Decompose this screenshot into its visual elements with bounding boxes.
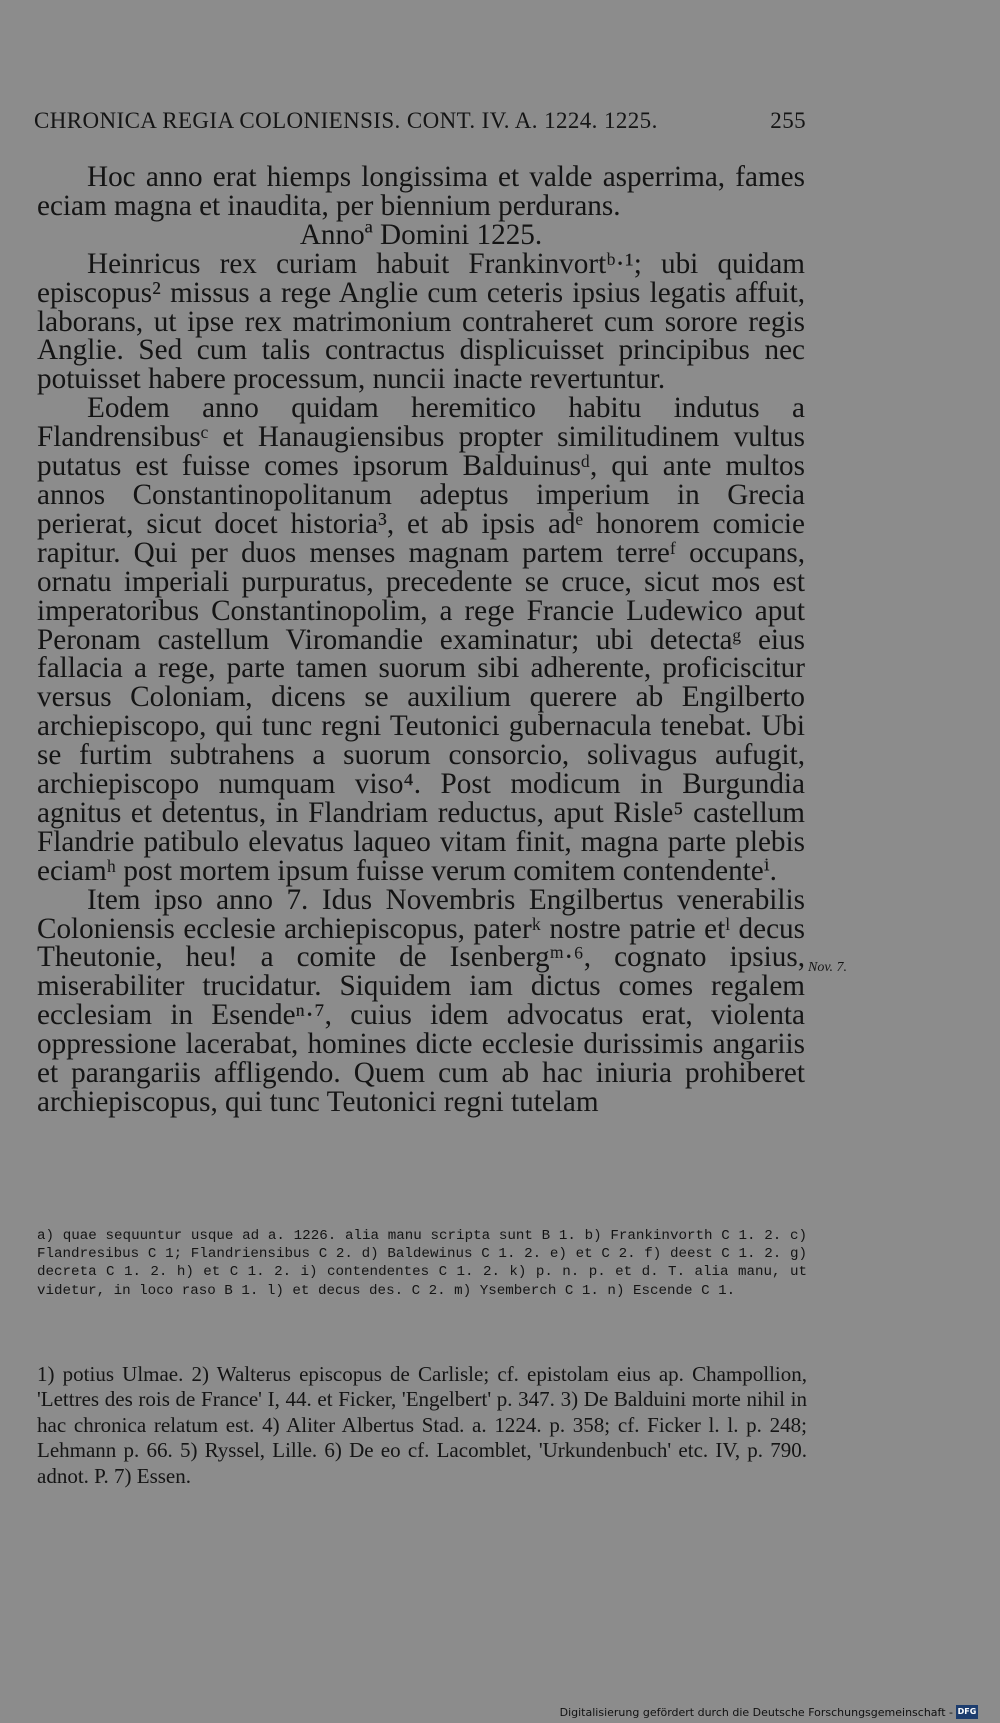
credit-text: Digitalisierung gefördert durch die Deutsche Forschungsgemeinschaft - [559,1705,953,1719]
footnotes-text: 1) potius Ulmae. 2) Walterus episcopus de Carlisle; cf. epistolam eius ap. Champollion, 'Lettres des rois de France' I, 44. et Ficker, 'Engelbert' p. 347. 3) De Balduini morte nihil in hac chronica relatum est. 4) Aliter Albertus Stad. a. 1224. p. 358; cf. Ficker l. l. p. 248; Lehmann p. 66. 5) Ryssel, Lille. 6) De eo cf. Lacomblet, 'Urkundenbuch' etc. IV, p. 790. adnot. P. 7) Essen. [37,1362,807,1488]
digitization-credit [560,1705,978,1719]
page-number: 255 [770,108,806,133]
paragraph: Heinricus rex curiam habuit Frankinvortᵇ·¹; ubi quidam episcopus² missus a rege Anglie cum ceteris ipsius legatis affuit, laborans, ut ipse rex matrimonium contraheret cum sorore regis Anglie. Sed cum talis contractus displicuisset principibus nec potuisset habere processum, nuncii inacte revertuntur. [37,247,805,396]
paragraph: Hoc anno erat hiemps longissima et valde asperrima, fames eciam magna et inaudita, per biennium perdurans. [37,161,805,222]
source-footnotes [37,1362,807,1489]
year-heading: Annoª Domini 1225. [299,218,543,251]
paragraph: Item ipso anno 7. Idus Novembris Engilbertus venerabilis Coloniensis ecclesie archiepiscopus, paterᵏ nostre patrie etˡ decus Theutonie, heu! a comite de Isenbergᵐ·⁶, cognato ipsius, miserabiliter trucidatur. Siquidem iam dictus comes regalem ecclesiam in Esendeⁿ·⁷, cuius idem advocatus erat, violenta oppressione lacerabat, homines dicte ecclesie durissimis angariis et parangariis affligendo. Quem cum ab hac iniuria prohiberet archiepiscopus, qui tunc Teutonici regni tutelam [37,883,805,1118]
margin-date-note: Nov. 7. [808,960,848,975]
paragraph: Eodem anno quidam heremitico habitu indutus a Flandrensibusᶜ et Hanaugiensibus propter similitudinem vultus putatus est fuisse comes ipsorum Balduinusᵈ, qui ante multos annos Constantinopolitanum adeptus imperium in Grecia perierat, sicut docet historia³, et ab ipsis adᵉ honorem comicie rapitur. Qui per duos menses magnam partem terreᶠ occupans, ornatu imperiali purpuratus, precedente se cruce, sicut mos est imperatoribus Constantinopolim, a rege Francie Ludewico aput Peronam castellum Viromandie examinatur; ubi detectaᵍ eius fallacia a rege, parte tamen suorum sibi adherente, proficiscitur versus Coloniam, dicens se auxilium querere ab Engilberto archiepiscopo, qui tunc regni Teutonici gubernacula tenebat. Ubi se furtim subtrahens a suorum consorcio, solivagus aufugit, archiepiscopo numquam viso⁴. Post modicum in Burgundia agnitus et detentus, in Flandriam reductus, aput Risle⁵ castellum Flandrie patibulo elevatus laqueo vitam finit, magna parte plebis eciamʰ post mortem ipsum fuisse verum comitem contendenteⁱ. [37,392,805,887]
page-header [34,108,806,134]
running-title: CHRONICA REGIA COLONIENSIS. CONT. IV. A. 1224. 1225. [34,108,658,133]
variant-notes: a) quae sequuntur usque ad a. 1226. alia manu scripta sunt B 1. b) Frankinvorth C 1. 2. c) Flandresibus C 1; Flandriensibus C 2. d) Baldewinus C 1. 2. e) et C 2. f) deest C 1. 2. g) decreta C 1. 2. h) et C 1. 2. i) contendentes C 1. 2. k) p. n. p. et d. T. alia manu, ut videtur, in loco raso B 1. l) et decus des. C 2. m) Ysemberch C 1. n) Escende C 1. [37,1228,807,1299]
dfg-logo-icon: DFG [956,1705,978,1719]
variant-apparatus [37,1227,807,1300]
main-text [37,163,805,1117]
